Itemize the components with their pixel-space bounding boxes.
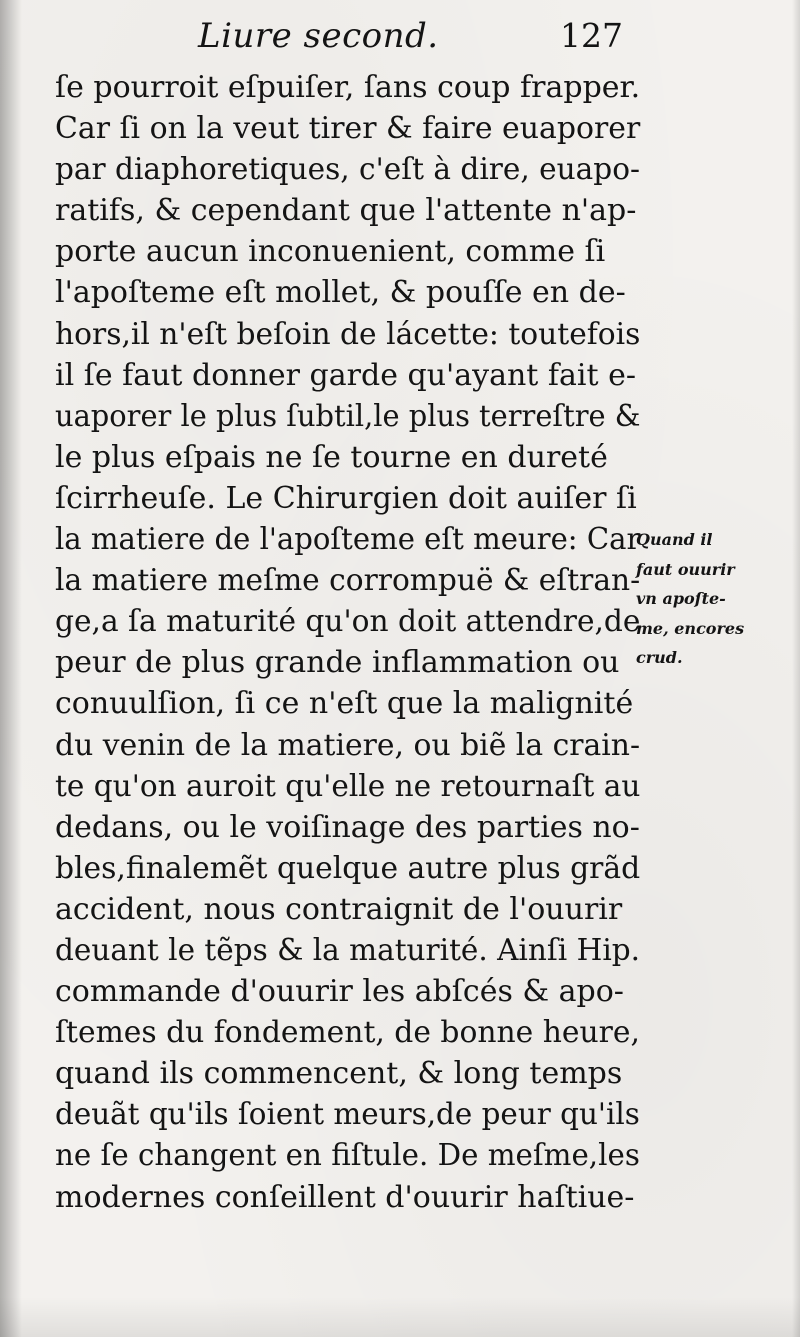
margin-note-line: faut ouurir <box>636 559 735 579</box>
text-line: dedans, ou le voiſinage des parties no- <box>55 809 640 845</box>
bottom-shadow <box>0 1297 800 1337</box>
text-line: la matiere de l'apoſteme eſt meure: Car <box>55 522 641 558</box>
text-line: porte aucun inconuenient, comme ſi <box>55 234 606 270</box>
margin-note <box>636 525 796 673</box>
text-line: ſcirrheuſe. Le Chirurgien doit auiſer ſi <box>55 480 637 516</box>
text-line: conuulſion, ſi ce n'eſt que la malignité <box>55 686 634 722</box>
text-line: Car ſi on la veut tirer & faire euaporer <box>55 111 641 147</box>
text-line: la matiere meſme corrompuë & eſtran- <box>55 563 641 599</box>
text-line: te qu'on auroit qu'elle ne retournaſt au <box>55 768 641 804</box>
text-line: l'apoſteme eſt mollet, & pouſſe en de- <box>55 275 626 311</box>
binding-shadow <box>0 0 22 1337</box>
running-title: Liure second. <box>198 16 439 56</box>
text-line: ſe pourroit eſpuiſer, ſans coup frapper. <box>55 70 641 105</box>
text-line: deuãt qu'ils ſoient meurs,de peur qu'ils <box>55 1097 640 1133</box>
body-text <box>55 67 640 1218</box>
text-line: commande d'ouurir les abſcés & apo- <box>55 974 624 1010</box>
text-line: ge,a ſa maturité qu'on doit attendre,de <box>55 604 641 640</box>
text-line: ratifs, & cependant que l'attente n'ap- <box>55 193 637 229</box>
text-line: par diaphoretiques, c'eſt à dire, euapo- <box>55 152 640 188</box>
margin-note-line: me, encores <box>636 618 745 638</box>
text-line: accident, nous contraignit de l'ouurir <box>55 891 623 927</box>
text-line: ne ſe changent en fiſtule. De meſme,les <box>55 1138 640 1174</box>
text-line: du venin de la matiere, ou biẽ la crain- <box>55 727 641 763</box>
text-line: modernes conſeillent d'ouurir haſtiue- <box>55 1179 635 1215</box>
text-line: quand ils commencent, & long temps <box>55 1056 623 1092</box>
margin-note-line: crud. <box>636 648 683 668</box>
text-line: deuant le tẽps & la maturité. Ainſi Hip. <box>55 932 641 968</box>
text-line: uaporer le plus ſubtil,le plus terreſtre & <box>55 398 641 434</box>
page-number: 127 <box>560 16 623 55</box>
text-line: ſtemes du fondement, de bonne heure, <box>55 1015 640 1051</box>
text-line: hors,il n'eſt beſoin de lácette: toutefois <box>55 316 641 352</box>
page-header <box>0 12 800 60</box>
text-line: peur de plus grande inflammation ou <box>55 645 620 681</box>
text-line: il ſe faut donner garde qu'ayant fait e- <box>55 357 636 393</box>
text-line: bles,finalemẽt quelque autre plus grãd <box>55 850 641 886</box>
margin-note-line: vn apoſte- <box>636 589 726 609</box>
text-line: le plus eſpais ne ſe tourne en dureté <box>55 439 608 475</box>
margin-note-line: Quand il <box>636 530 713 549</box>
